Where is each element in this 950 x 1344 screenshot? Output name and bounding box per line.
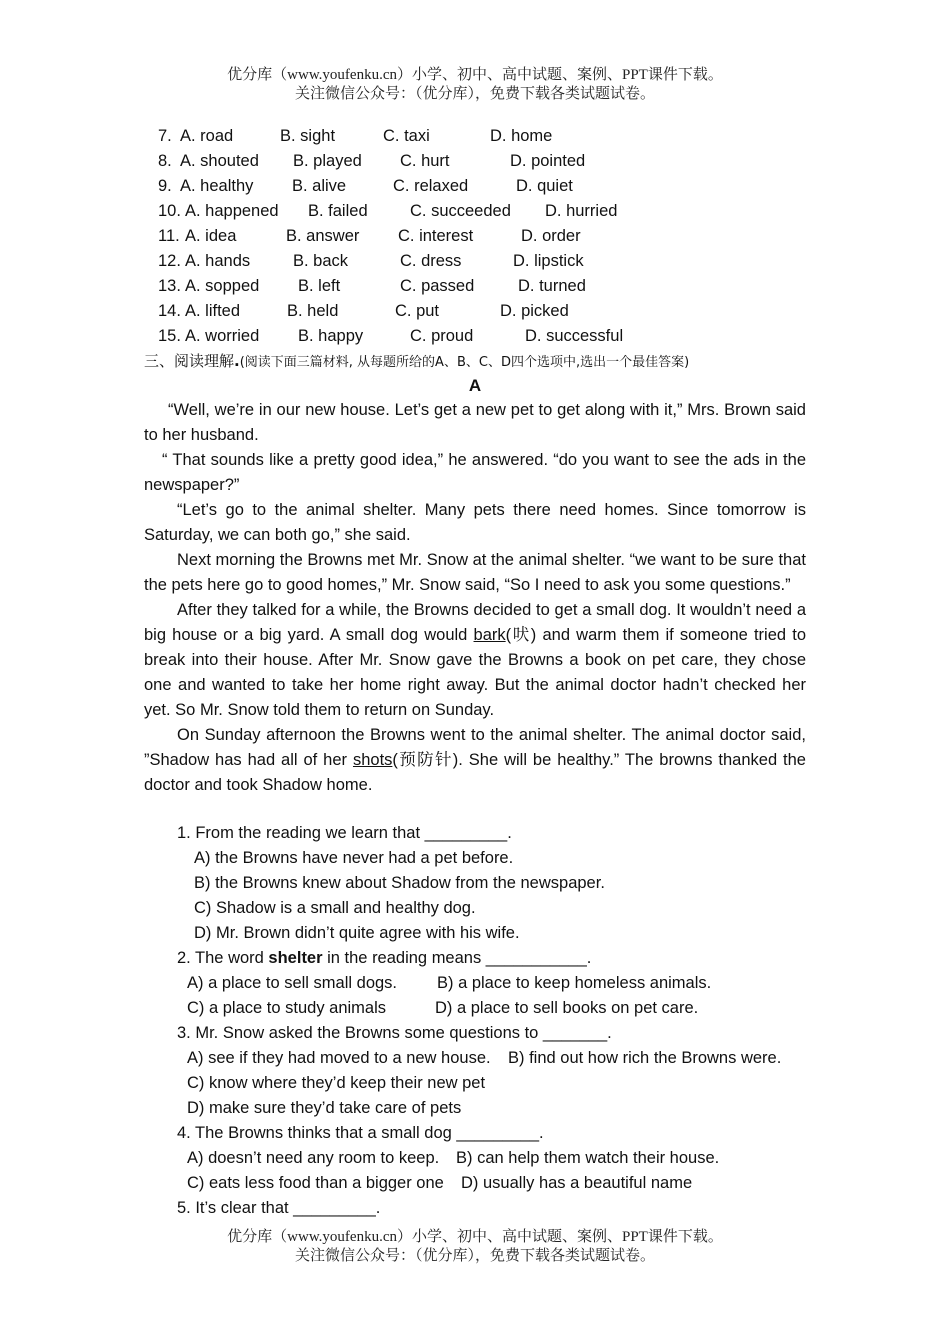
choice: D) make sure they’d take care of pets [187,1099,462,1117]
choice: B) find out how rich the Browns were. [508,1049,782,1067]
question-number: 13. [158,277,181,295]
option-a: A. road [180,127,234,145]
choice-row [144,1171,844,1196]
choice: A) doesn’t need any room to keep. [187,1149,440,1167]
option-b: B. happy [298,327,364,345]
option-b: B. back [293,252,349,270]
choice: B) the Browns knew about Shadow from the newspaper. [194,874,605,892]
option-d: D. turned [518,277,586,295]
option-a: A. idea [185,227,237,245]
option-d: D. hurried [545,202,618,220]
option-d: D. home [490,127,553,145]
option-d: D. lipstick [513,252,584,270]
option-c: C. relaxed [393,177,469,195]
option-c: C. taxi [383,127,430,145]
section-title-dot: . [234,352,240,370]
option-d: D. quiet [516,177,573,195]
paragraph-text: After they talked for a while, the Browns decided to get a small dog. It wouldn’t need a big house or a big yard. A small dog would [144,601,806,644]
option-d: D. pointed [510,152,586,170]
paragraph [144,598,806,723]
choice: C) a place to study animals [187,999,387,1017]
question-stem: 3. Mr. Snow asked the Browns some questions to _______. [177,1024,612,1042]
footer-line-2: 关注微信公众号：（优分库），免费下载各类试题试卷。 [294,1248,655,1264]
choice: A) the Browns have never had a pet before. [194,849,514,867]
question-number: 8. [158,152,172,170]
paragraph: “Let’s go to the animal shelter. Many pets there need homes. Since tomorrow is Saturday, we can both go,” she said. [144,501,806,544]
option-a: A. shouted [180,152,259,170]
choice: A) see if they had moved to a new house. [187,1049,491,1067]
question-number: 7. [158,127,172,145]
choice: A) a place to sell small dogs. [187,974,398,992]
question-stem: 5. It’s clear that _________. [177,1199,381,1217]
question-stem: 4. The Browns thinks that a small dog _________. [177,1124,544,1142]
question-number: 14. [158,302,181,320]
option-b: B. held [287,302,339,320]
choice: D) a place to sell books on pet care. [435,999,699,1017]
keyword-shelter: shelter [268,949,323,967]
choice-row [144,1146,844,1171]
option-d: D. successful [525,327,624,345]
page-footer [0,1228,950,1266]
stem-text: in the reading means ___________. [322,949,592,967]
paragraph-text: On Sunday afternoon the Browns went to the animal shelter. The animal doctor said, ”Shadow has had all of her [144,726,806,769]
option-c: C. interest [398,227,474,245]
stem-text: 2. The word [177,949,269,967]
option-c: C. succeeded [410,202,511,220]
choice: D) usually has a beautiful name [461,1174,693,1192]
option-c: C. passed [400,277,475,295]
vocab-word-shots: shots [352,751,393,769]
section-instruction: (阅读下面三篇材料, 从每题所给的A、B、C、D四个选项中,选出一个最佳答案) [239,355,690,370]
choice-row [144,1046,844,1071]
choice: B) a place to keep homeless animals. [437,974,712,992]
option-b: B. failed [308,202,368,220]
footer-line-1: 优分库（www.youfenku.cn）小学、初中、高中试题、案例、PPT课件下载。 [227,1229,723,1245]
choice-row [144,971,844,996]
choice: C) Shadow is a small and healthy dog. [194,899,476,917]
question-number: 15. [158,327,181,345]
passage-label: A [468,376,482,395]
paragraph [144,723,806,798]
section-title: 三、阅读理解 [144,352,235,370]
choice: C) eats less food than a bigger one [187,1174,444,1192]
choice: D) Mr. Brown didn’t quite agree with his wife. [194,924,520,942]
option-b: B. alive [292,177,347,195]
passage-body [144,398,806,798]
section-heading [144,350,689,374]
paragraph-text: (预防针). She will be healthy.” The browns thanked the doctor and took Shadow home. [144,751,806,794]
choice: B) can help them watch their house. [456,1149,720,1167]
choice: C) know where they’d keep their new pet [187,1074,486,1092]
option-a: A. happened [185,202,279,220]
option-b: B. left [298,277,341,295]
option-a: A. lifted [185,302,241,320]
paragraph: “ That sounds like a pretty good idea,” he answered. “do you want to see the ads in the newspaper?” [144,451,806,494]
question-number: 10. [158,202,181,220]
option-c: C. hurt [400,152,450,170]
questions-list [144,821,844,1221]
option-a: A. worried [185,327,260,345]
option-b: B. answer [286,227,360,245]
option-a: A. healthy [180,177,254,195]
question-number: 12. [158,252,181,270]
header-line-1: 优分库（www.youfenku.cn）小学、初中、高中试题、案例、PPT课件下载。 [227,67,723,83]
option-d: D. picked [500,302,569,320]
paragraph: Next morning the Browns met Mr. Snow at the animal shelter. “we want to be sure that the pets here go to good homes,” Mr. Snow said, “So I need to ask you some questions.” [144,551,806,594]
option-a: A. sopped [185,277,260,295]
option-b: B. sight [280,127,336,145]
option-c: C. dress [400,252,462,270]
question-stem [144,946,844,971]
vocab-word-bark: bark [473,626,506,644]
question-number: 9. [158,177,172,195]
paragraph: “Well, we’re in our new house. Let’s get a new pet to get along with it,” Mrs. Brown said to her husband. [144,401,806,444]
option-c: C. proud [410,327,474,345]
option-c: C. put [395,302,440,320]
question-number: 11. [158,227,180,245]
header-line-2: 关注微信公众号：（优分库），免费下载各类试题试卷。 [294,86,655,102]
page-header [0,66,950,104]
paragraph-text: (吠) and warm them if someone tried to break into their house. After Mr. Snow gave the Browns a book on pet care, they chose one and wanted to take her home right away. But the animal doctor hadn’t checked her yet. So Mr. Snow told them to return on Sunday. [144,626,806,719]
option-a: A. hands [185,252,251,270]
question-stem: 1. From the reading we learn that _________. [177,824,512,842]
option-b: B. played [293,152,362,170]
option-d: D. order [521,227,581,245]
choice-row [144,996,844,1021]
